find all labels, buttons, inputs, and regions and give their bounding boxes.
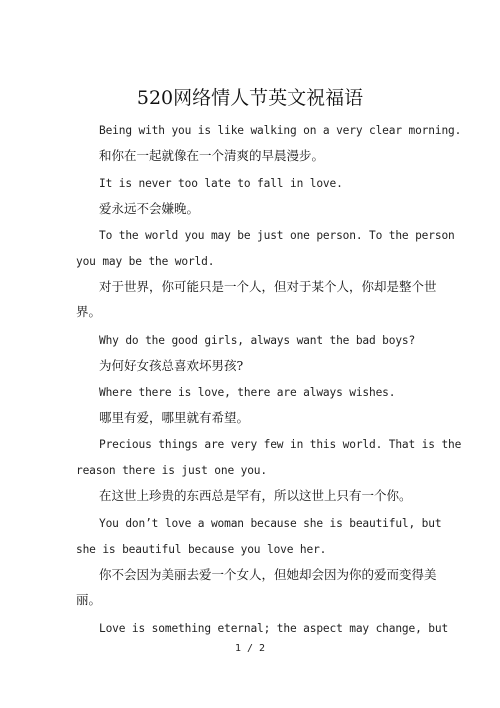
- english-line: she is beautiful because you love her.: [76, 543, 327, 556]
- chinese-line: 在这世上珍贵的东西总是罕有，所以这世上只有一个你。: [99, 488, 412, 503]
- chinese-line: 丽。: [76, 592, 102, 607]
- chinese-line: 为何好女孩总喜欢坏男孩?: [99, 358, 244, 373]
- chinese-line: 爱永远不会嫌晚。: [99, 201, 200, 216]
- english-line: Where there is love, there are always wishes.: [99, 386, 396, 399]
- chinese-line: 你不会因为美丽去爱一个女人，但她却会因为你的爱而变得美: [99, 567, 437, 582]
- chinese-line: 和你在一起就像在一个清爽的早晨漫步。: [99, 148, 325, 163]
- english-line: To the world you may be just one person. To the person: [99, 229, 455, 242]
- english-line: It is never too late to fall in love.: [99, 177, 343, 190]
- chinese-line: 界。: [76, 304, 102, 319]
- english-line: reason there is just one you.: [76, 464, 267, 477]
- english-line: Why do the good girls, always want the bad boys?: [99, 334, 416, 347]
- english-line: you may be the world.: [76, 255, 215, 268]
- chinese-line: 对于世界，你可能只是一个人，但对于某个人，你却是整个世: [99, 279, 437, 294]
- page-indicator: 1 / 2: [234, 643, 266, 654]
- english-line: Precious things are very few in this world. That is the: [99, 438, 462, 451]
- document-title: 520网络情人节英文祝福语: [136, 87, 364, 109]
- english-line: Love is something eternal; the aspect may change, but: [99, 622, 449, 635]
- english-line: Being with you is like walking on a very clear morning.: [99, 124, 462, 137]
- chinese-line: 哪里有爱，哪里就有希望。: [99, 410, 250, 425]
- english-line: You don’t love a woman because she is beautiful, but: [99, 517, 442, 530]
